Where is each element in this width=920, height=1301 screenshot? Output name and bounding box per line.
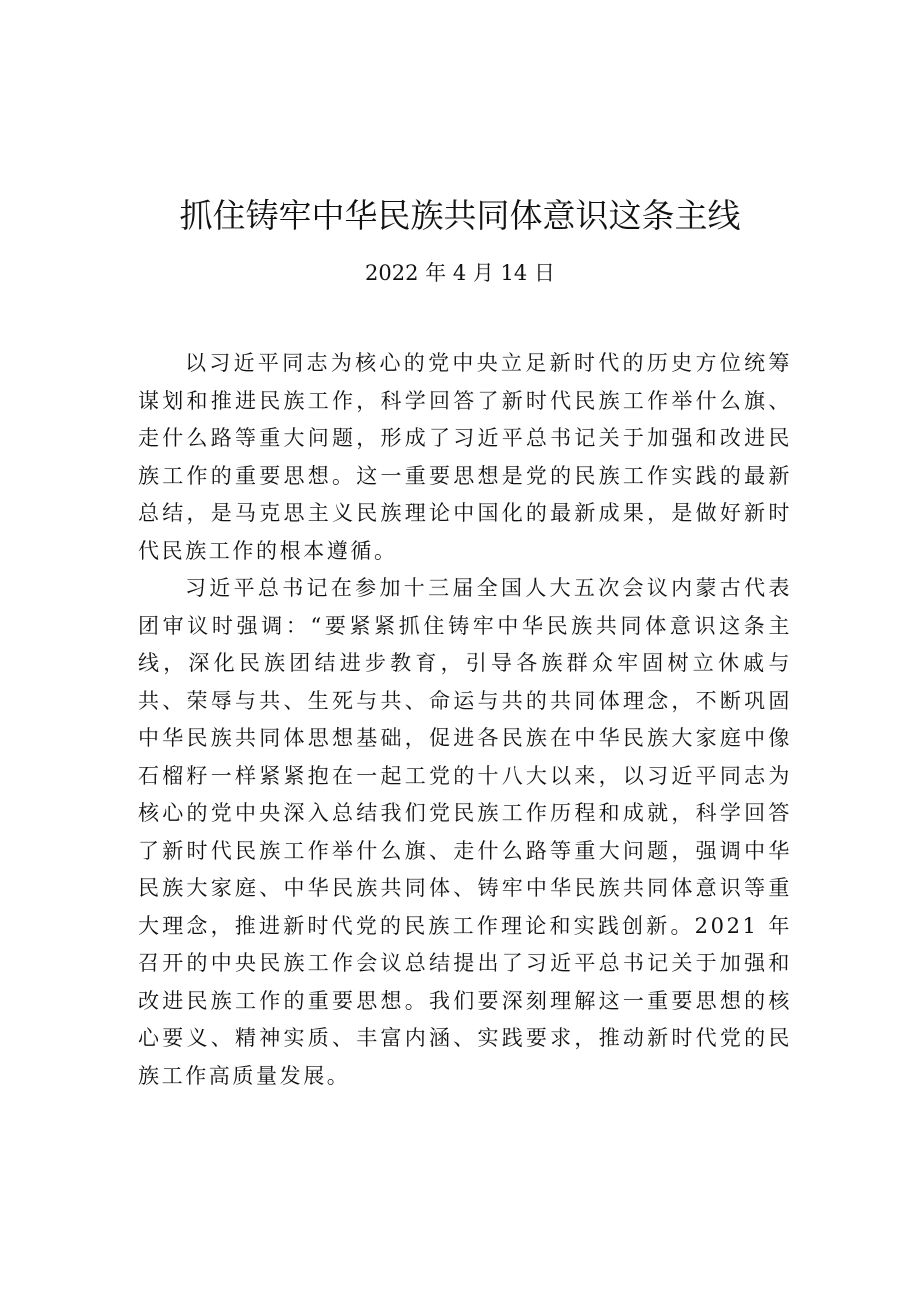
body-paragraph: 习近平总书记在参加十三届全国人大五次会议内蒙古代表团审议时强调：“要紧紧抓住铸牢中华民族共同体意识这条主线，深化民族团结进步教育，引导各族群众牢固树立休戚与共、荣辱与共、生死与共、命运与共的共同体理念，不断巩固中华民族共同体思想基础，促进各民族在中华民族大家庭中像石榴籽一样紧紧抱在一起工党的十八大以来，以习近平同志为核心的党中央深入总结我们党民族工作历程和成就，科学回答了新时代民族工作举什么旗、走什么路等重大问题，强调中华民族大家庭、中华民族共同体、铸牢中华民族共同体意识等重大理念，推进新时代党的民族工作理论和实践创新。2021 年召开的中央民族工作会议总结提出了习近平总书记关于加强和改进民族工作的重要思想。我们要深刻理解这一重要思想的核心要义、精神实质、丰富内涵、实践要求，推动新时代党的民族工作高质量发展。 [138,576,792,1088]
document-body [138,345,792,1095]
document-date: 2022 年 4 月 14 日 [365,261,555,285]
document-title: 抓住铸牢中华民族共同体意识这条主线 [179,196,741,235]
body-paragraph: 以习近平同志为核心的党中央立足新时代的历史方位统筹谋划和推进民族工作，科学回答了新时代民族工作举什么旗、走什么路等重大问题，形成了习近平总书记关于加强和改进民族工作的重要思想。这一重要思想是党的民族工作实践的最新总结，是马克思主义民族理论中国化的最新成果，是做好新时代民族工作的根本遵循。 [138,351,792,563]
